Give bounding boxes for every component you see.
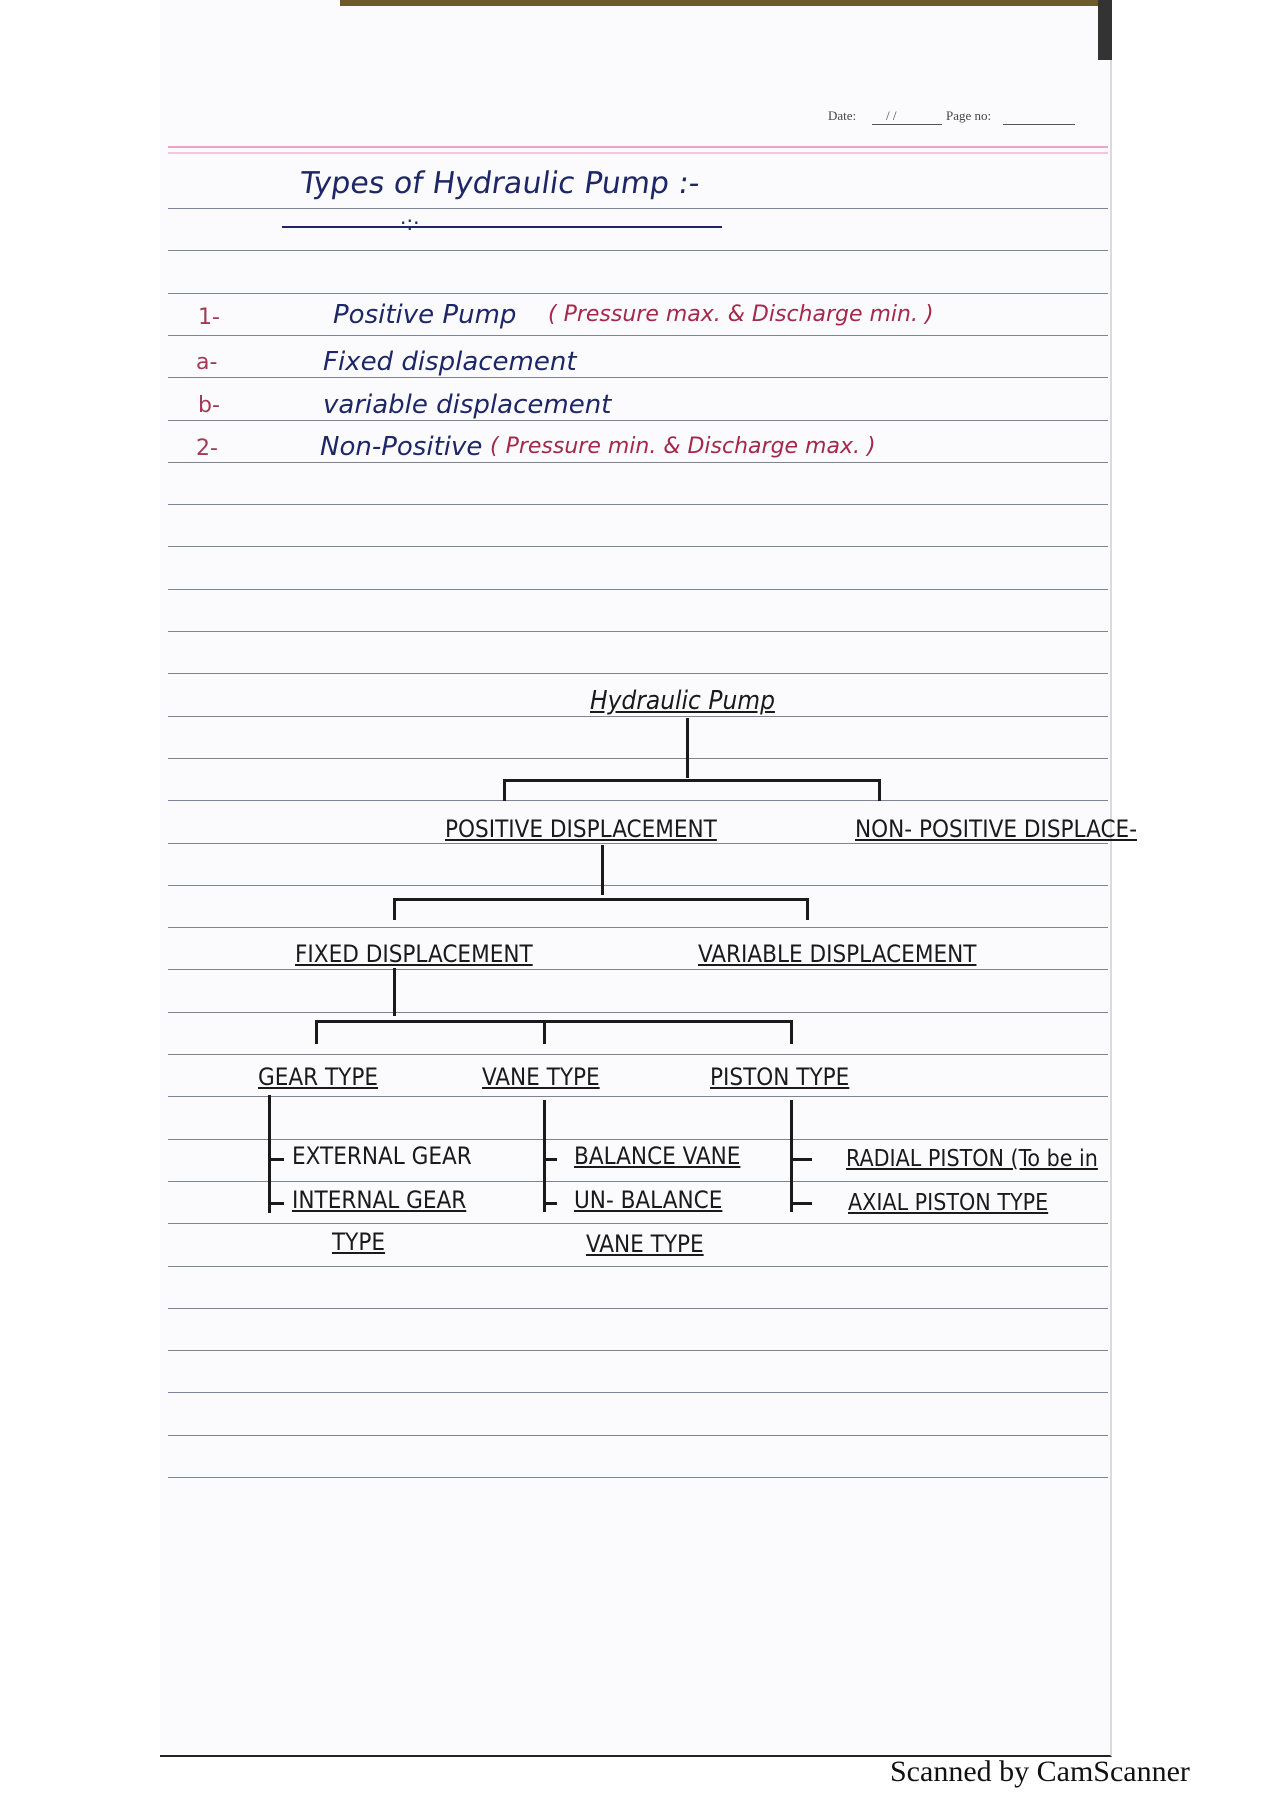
connector [543, 1158, 557, 1161]
tree-node-variable: VARIABLE DISPLACEMENT [698, 940, 977, 968]
ruled-line [168, 1350, 1108, 1351]
connector [503, 779, 506, 801]
list-marker: a- [196, 350, 218, 375]
ruled-line [168, 1181, 1108, 1182]
ruled-line [168, 462, 1108, 463]
ruled-line [168, 1096, 1108, 1097]
vane-item: BALANCE VANE [574, 1142, 741, 1170]
vane-item: VANE TYPE [586, 1230, 704, 1258]
ruled-line [168, 504, 1108, 505]
date-label: Date: [828, 108, 857, 123]
gear-item: EXTERNAL GEAR [292, 1142, 472, 1170]
connector [878, 779, 881, 801]
connector [268, 1095, 271, 1213]
ruled-line [168, 969, 1108, 970]
connector [790, 1020, 793, 1044]
tree-node-positive: POSITIVE DISPLACEMENT [445, 815, 717, 843]
top-margin-line-2 [168, 152, 1108, 154]
tree-node-fixed: FIXED DISPLACEMENT [295, 940, 533, 968]
ruled-line [168, 843, 1108, 844]
scanner-watermark: Scanned by CamScanner [890, 1755, 1190, 1788]
connector [393, 898, 809, 901]
connector [315, 1020, 318, 1044]
list-marker: 1- [198, 305, 220, 330]
tree-node-non-positive: NON- POSITIVE DISPLACE- [855, 815, 1137, 843]
title-underline [282, 226, 722, 228]
ruled-line [168, 589, 1108, 590]
ruled-line [168, 208, 1108, 209]
connector [806, 898, 809, 920]
gear-item: INTERNAL GEAR [292, 1186, 467, 1214]
connector [393, 898, 396, 920]
ruled-line [168, 1308, 1108, 1309]
connector [543, 1020, 546, 1044]
piston-item: RADIAL PISTON (To be in [846, 1146, 1098, 1172]
tree-root: Hydraulic Pump [590, 686, 775, 716]
page-title: Types of Hydraulic Pump :- [297, 166, 703, 201]
list-item-note: ( Pressure min. & Discharge max. ) [490, 434, 876, 459]
ruled-line [168, 1054, 1108, 1055]
connector [601, 845, 604, 895]
ruled-line [168, 377, 1108, 378]
ruled-line [168, 1012, 1108, 1013]
tree-node-vane: VANE TYPE [482, 1063, 600, 1091]
ruled-line [168, 1435, 1108, 1436]
connector [503, 779, 881, 782]
piston-item: AXIAL PISTON TYPE [848, 1190, 1049, 1216]
title-ornament: ·:· [400, 211, 420, 235]
page-top-edge [340, 0, 1110, 6]
connector [790, 1158, 812, 1161]
date-value: / / [886, 108, 897, 123]
ruled-line [168, 1223, 1108, 1224]
ruled-line [168, 716, 1108, 717]
ruled-line [168, 420, 1108, 421]
connector [268, 1158, 284, 1161]
connector [790, 1202, 812, 1205]
ruled-line [168, 1139, 1108, 1140]
ruled-line [168, 1392, 1108, 1393]
vane-item: UN- BALANCE [574, 1186, 723, 1214]
connector [543, 1202, 557, 1205]
ruled-line [168, 673, 1108, 674]
list-marker: b- [198, 393, 220, 418]
ruled-line [168, 885, 1108, 886]
list-item-text: Fixed displacement [323, 347, 577, 377]
connector [393, 968, 396, 1016]
connector [543, 1100, 546, 1212]
binding-shadow [1098, 0, 1112, 60]
ruled-line [168, 250, 1108, 251]
ruled-line [168, 1266, 1108, 1267]
ruled-line [168, 1477, 1108, 1478]
ruled-line [168, 758, 1108, 759]
list-item-note: ( Pressure max. & Discharge min. ) [548, 302, 934, 327]
connector [315, 1020, 793, 1023]
gear-item: TYPE [332, 1228, 386, 1256]
ruled-line [168, 546, 1108, 547]
list-item-text: variable displacement [323, 390, 612, 420]
ruled-line [168, 293, 1108, 294]
ruled-line [168, 631, 1108, 632]
connector [790, 1100, 793, 1212]
ruled-line [168, 335, 1108, 336]
list-item-text: Positive Pump [333, 300, 517, 330]
list-marker: 2- [196, 436, 218, 461]
page-number-label: Page no: [946, 108, 992, 123]
connector [268, 1202, 284, 1205]
tree-node-gear: GEAR TYPE [258, 1063, 379, 1091]
tree-node-piston: PISTON TYPE [710, 1063, 850, 1091]
ruled-line [168, 800, 1108, 801]
connector [686, 718, 689, 778]
notebook-page [160, 0, 1112, 1757]
ruled-line [168, 927, 1108, 928]
list-item-text: Non-Positive [320, 432, 483, 462]
top-margin-line [168, 146, 1108, 148]
